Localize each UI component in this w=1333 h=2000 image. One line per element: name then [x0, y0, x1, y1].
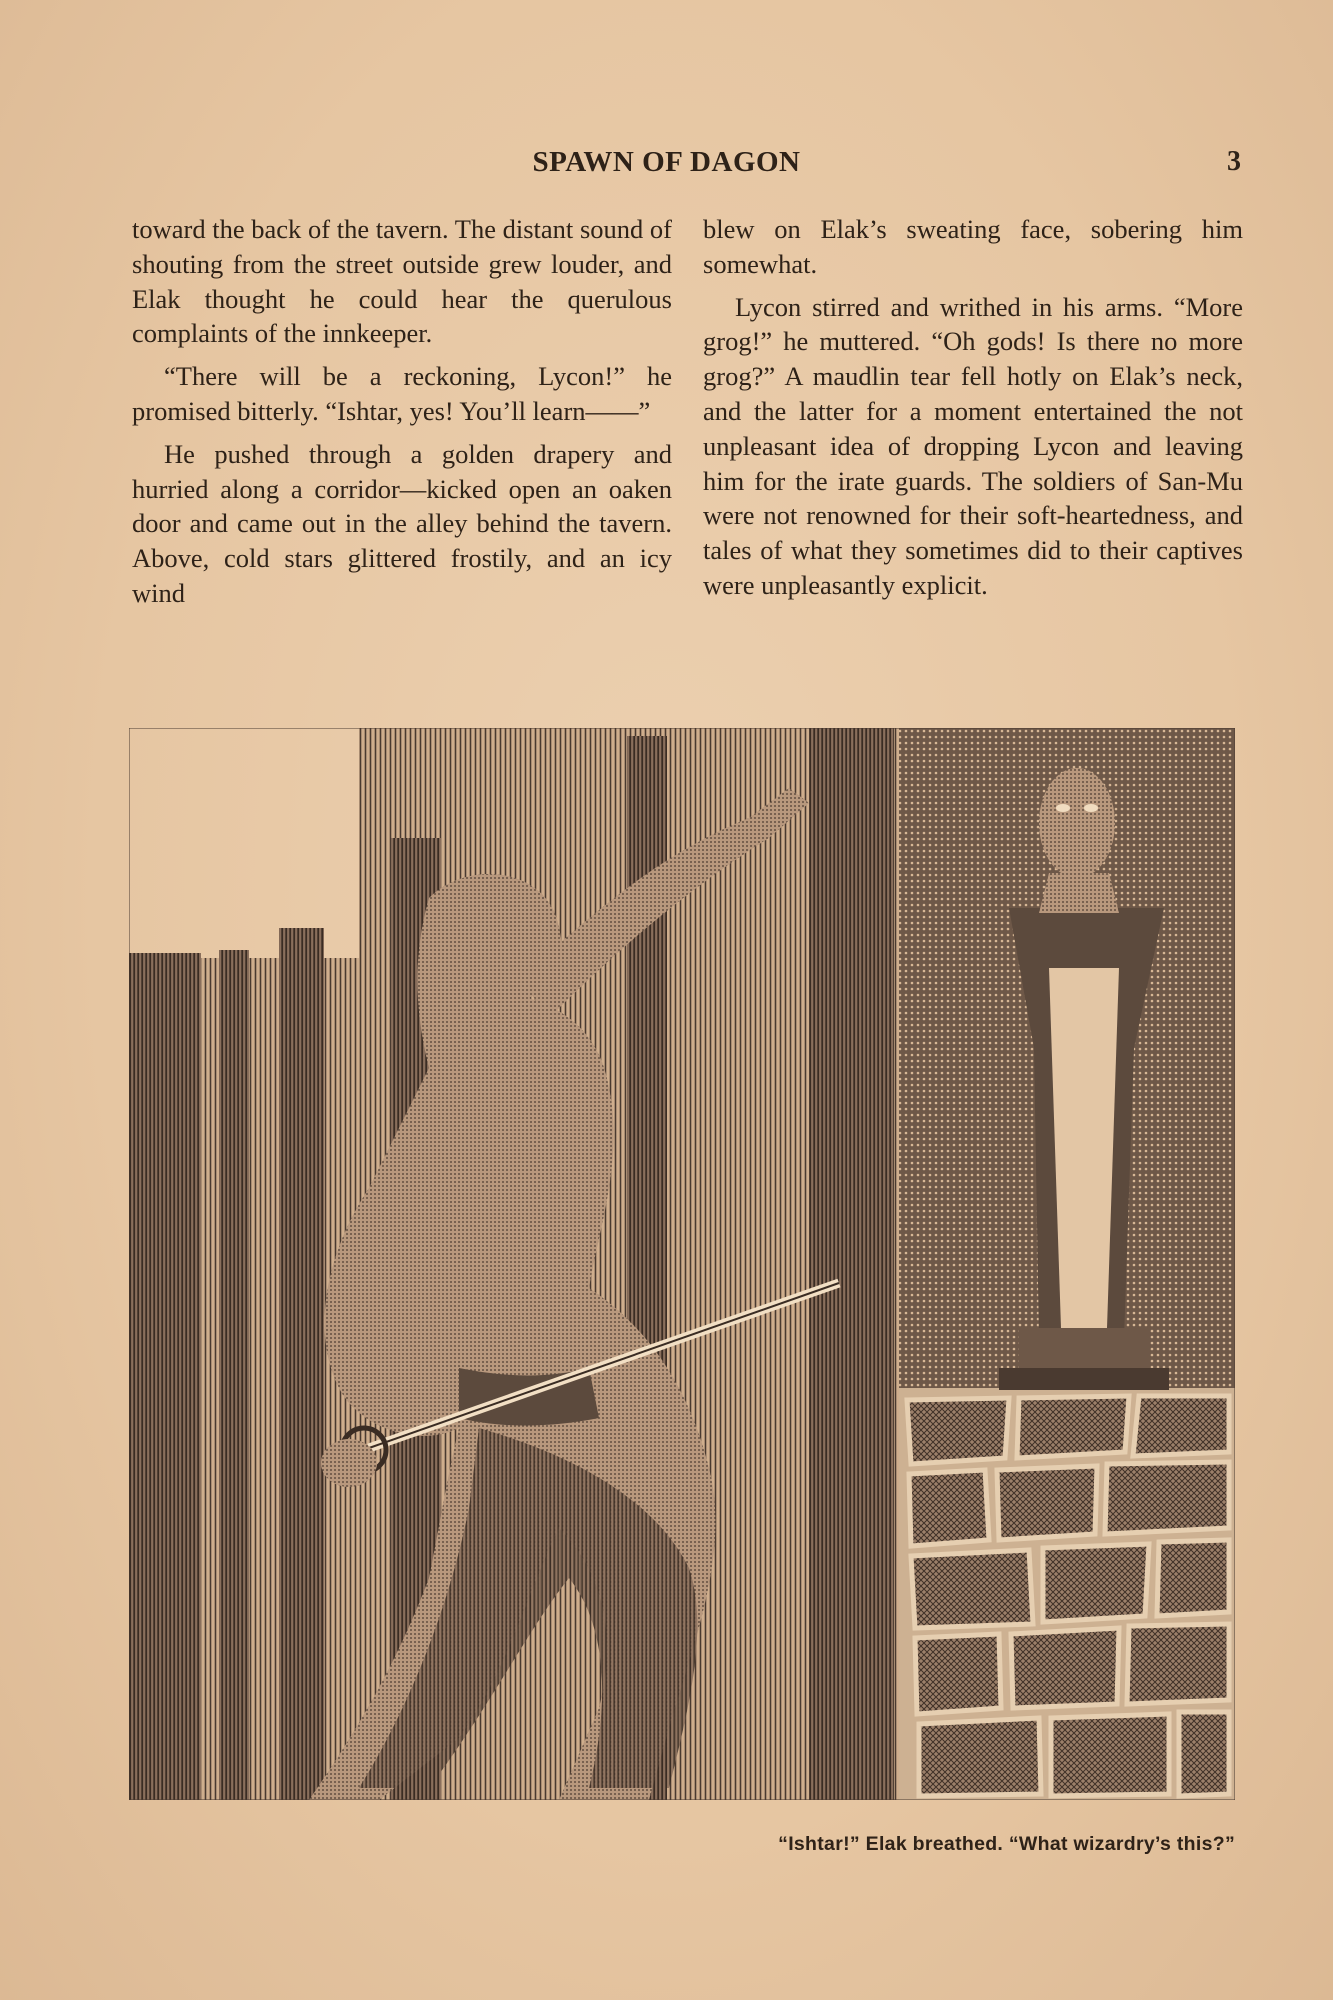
running-head [0, 146, 1333, 186]
illustration-drawing [129, 728, 1235, 1800]
paragraph: He pushed through a golden drapery and hurried along a corridor—kicked open an oaken door and came out in the alley behind the tavern. Above, cold stars glittered frostily, and an icy wind [132, 438, 672, 608]
text-column-right [703, 212, 1243, 603]
illustration [129, 728, 1235, 1800]
paragraph: “There will be a reckoning, Lycon!” he promised bitterly. “Ishtar, yes! You’ll learn——” [132, 361, 672, 426]
paragraph: toward the back of the tavern. The distant sound of shouting from the street outside grew louder, and Elak thought he could hear the querulous complaints of the innkeeper. [132, 214, 672, 349]
page-number: 3 [1227, 146, 1241, 177]
paragraph: Lycon stirred and writhed in his arms. “More grog!” he muttered. “Oh gods! Is there no more grog?” A maudlin tear fell hotly on Elak’s neck, and the latter for a moment entertained the not unpleasant idea of dropping Lycon and leaving him for the irate guards. The soldiers of San-Mu were not renowned for their soft-heartedness, and tales of what they sometimes did to their captives were unpleasantly explicit. [703, 291, 1243, 600]
text-column-left [132, 212, 672, 611]
illustration-caption: “Ishtar!” Elak breathed. “What wizardry’s this?” [778, 1833, 1235, 1855]
paragraph: blew on Elak’s sweating face, sobering him somewhat. [703, 214, 1243, 279]
running-title: SPAWN OF DAGON [532, 146, 801, 178]
